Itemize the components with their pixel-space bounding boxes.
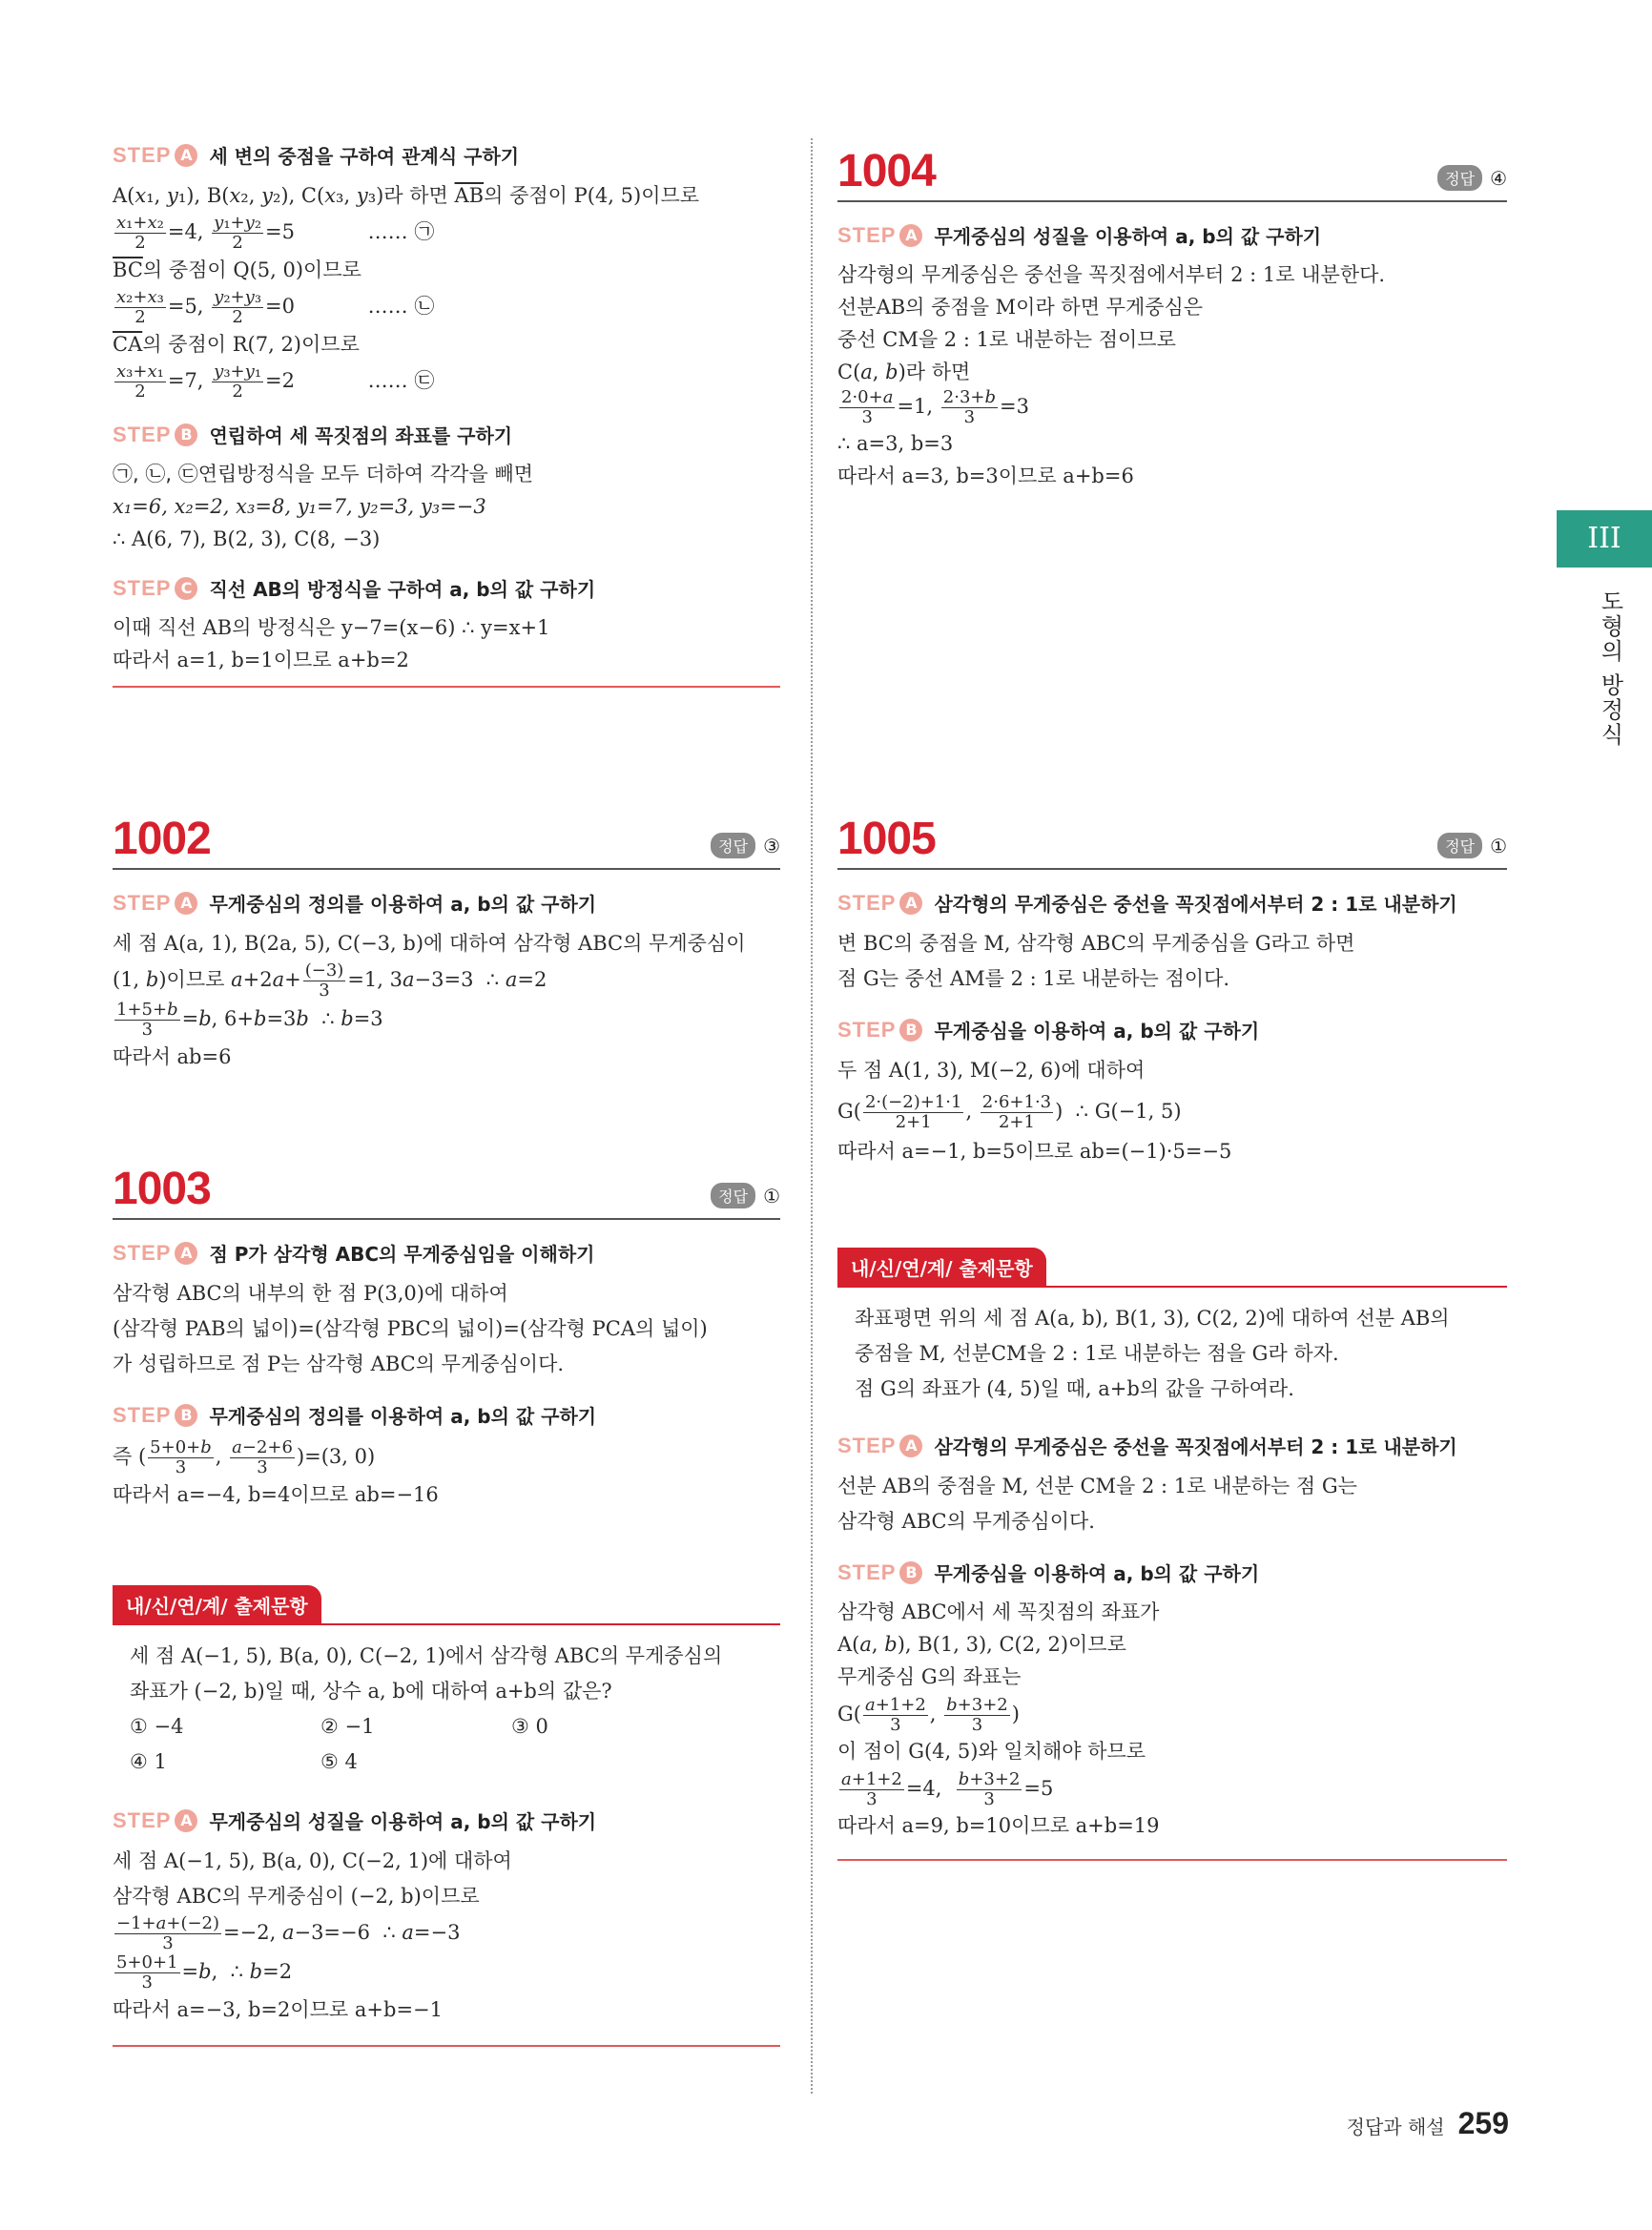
related-header (837, 1248, 1507, 1288)
problem-1002 (113, 809, 780, 1075)
choices-row: ④ 1 ⑤ 4 (130, 1750, 358, 1773)
text-line: 중점을 M, 선분CM을 2 : 1로 내분하는 점을 G라 하자. (855, 1342, 1339, 1365)
text-line: 삼각형 ABC의 내부의 한 점 P(3,0)에 대하여 (113, 1282, 508, 1305)
text-line: 무게중심 G의 좌표는 (837, 1665, 1022, 1688)
related-problem-left (113, 1585, 780, 2047)
choices-row: ① −4 ② −1 ③ 0 (130, 1715, 548, 1738)
text-line: ㉠, ㉡, ㉢연립방정식을 모두 더하여 각각을 빼면 (113, 463, 533, 485)
text-line: 점 G는 중선 AM를 2 : 1로 내분하는 점이다. (837, 967, 1230, 990)
text-line: A(a, b), B(1, 3), C(2, 2)이므로 (837, 1633, 1126, 1656)
step-a-header: STEP A 무게중심의 정의를 이용하여 a, b의 값 구하기 (113, 890, 597, 916)
text-line: 따라서 a=9, b=10이므로 a+b=19 (837, 1814, 1160, 1837)
text-line: 따라서 ab=6 (113, 1045, 232, 1068)
problem-header (837, 809, 1507, 870)
text-line: 가 성립하므로 점 P는 삼각형 ABC의 무게중심이다. (113, 1352, 565, 1375)
step-b-header: STEP B 무게중심을 이용하여 a, b의 값 구하기 (837, 1559, 1260, 1585)
related-header (113, 1585, 780, 1625)
text-line: 삼각형의 무게중심은 중선을 꼭짓점에서부터 2 : 1로 내분한다. (837, 263, 1386, 286)
equation-line: (1, b)이므로 a+2a+ $\frac{(-3)}{3}$ =1, 3a−3=3 ∴ a=2 (113, 960, 547, 1001)
step-b-header: STEP B 연립하여 세 꼭짓점의 좌표를 구하기 (113, 422, 513, 447)
text-line: A(x₁, y₁), B(x₂, y₂), C(x₃, y₃)라 하면 $\overline{AB}$의 중점이 P(4, 5)이므로 (113, 184, 700, 207)
text-line: 이때 직선 AB의 방정식은 y−7=(x−6) ∴ y=x+1 (113, 616, 550, 639)
equation-line: $\frac{1+5+b}{3}$ =b, 6+b=3b ∴ b=3 (116, 1000, 383, 1040)
section-rule (837, 1859, 1507, 1861)
related-badge: 내/신/연/계/ 출제문항 (837, 1248, 1046, 1287)
text-line: 점 G의 좌표가 (4, 5)일 때, a+b의 값을 구하여라. (855, 1377, 1294, 1400)
text-line: ∴ a=3, b=3 (837, 432, 954, 455)
chapter-tab: III (1557, 510, 1652, 568)
text-line: $\overline{CA}$의 중점이 R(7, 2)이므로 (113, 333, 360, 356)
text-line: 따라서 a=−3, b=2이므로 a+b=−1 (113, 1998, 443, 2021)
text-line: 세 점 A(−1, 5), B(a, 0), C(−2, 1)에서 삼각형 ABC의 무게중심의 (130, 1644, 723, 1667)
left-column (113, 0, 780, 2021)
text-line: ∴ A(6, 7), B(2, 3), C(8, −3) (113, 527, 381, 550)
equation-line: $\frac{\text{x₃+x₁}}{2}$ =7, $\frac{\text{y₃+y₁}}{2}$ =2 …… ㉢ (116, 361, 435, 402)
equation-line: 즉 ( $\frac{5+0+b}{3}$ , $\frac{a-2+6}{3}$ )=(3, 0) (113, 1437, 376, 1477)
problem-number: 1005 (837, 814, 936, 864)
text-line: 좌표평면 위의 세 점 A(a, b), B(1, 3), C(2, 2)에 대하여 선분 AB의 (855, 1307, 1450, 1330)
text-line: 이 점이 G(4, 5)와 일치해야 하므로 (837, 1740, 1146, 1763)
step-b-header: STEP B 무게중심을 이용하여 a, b의 값 구하기 (837, 1017, 1260, 1043)
answer-badge: 정답 ③ (711, 833, 780, 858)
problem-number: 1004 (837, 146, 936, 196)
text-line: C(a, b)라 하면 (837, 361, 971, 383)
text-line: 삼각형 ABC의 무게중심이다. (837, 1510, 1095, 1533)
related-question (837, 1288, 1507, 1407)
text-line: 따라서 a=−4, b=4이므로 ab=−16 (113, 1483, 439, 1506)
step-a-header: STEP A 무게중심의 성질을 이용하여 a, b의 값 구하기 (837, 222, 1322, 248)
step-a-header: STEP A 삼각형의 무게중심은 중선을 꼭짓점에서부터 2 : 1로 내분하기 (837, 890, 1457, 916)
equation-line: G( $\frac{2\cdot(-2)+1\cdot 1}{2+1}$ , $\frac{2\cdot 6+1\cdot 3}{2+1}$ ) ∴ G(−1, 5) (837, 1092, 1182, 1132)
problem-number: 1002 (113, 814, 211, 864)
answer-badge: 정답 ① (1437, 833, 1507, 858)
section-rule (113, 2045, 780, 2047)
step-a-header: STEP A 삼각형의 무게중심은 중선을 꼭짓점에서부터 2 : 1로 내분하기 (837, 1433, 1457, 1458)
text-line: 따라서 a=−1, b=5이므로 ab=(−1)·5=−5 (837, 1140, 1232, 1163)
related-question (113, 1625, 780, 1780)
text-line: 따라서 a=1, b=1이므로 a+b=2 (113, 649, 409, 671)
step-a-header: STEP A 점 P가 삼각형 ABC의 무게중심임을 이해하기 (113, 1240, 595, 1266)
equation-line: $\frac{2\cdot 0+a}{3}$ =1, $\frac{2\cdot 3+b}{3}$ =3 (841, 387, 1029, 427)
page-footer (1347, 2106, 1509, 2141)
step-a-header: STEP A 세 변의 중점을 구하여 관계식 구하기 (113, 142, 520, 168)
problem-number: 1003 (113, 1164, 211, 1214)
step-a-header: STEP A 무게중심의 성질을 이용하여 a, b의 값 구하기 (113, 1807, 597, 1833)
text-line: 선분AB의 중점을 M이라 하면 무게중심은 (837, 296, 1204, 319)
problem-header (837, 141, 1507, 202)
answer-badge: 정답 ④ (1437, 165, 1507, 191)
text-line: 세 점 A(−1, 5), B(a, 0), C(−2, 1)에 대하여 (113, 1849, 512, 1872)
problem-1004 (837, 141, 1507, 492)
text-line: 선분 AB의 중점을 M, 선분 CM을 2 : 1로 내분하는 점 G는 (837, 1475, 1357, 1497)
problem-1005 (837, 809, 1507, 1169)
footer-label: 정답과 해설 (1346, 2116, 1445, 2138)
chapter-title: 도형의 방정식 (1597, 589, 1623, 748)
text-line: 세 점 A(a, 1), B(2a, 5), C(−3, b)에 대하여 삼각형 ABC의 무게중심이 (113, 932, 746, 955)
problem-1003 (113, 1159, 780, 1513)
step-c-header: STEP C 직선 AB의 방정식을 구하여 a, b의 값 구하기 (113, 575, 596, 601)
equation-line: $\frac{-1+a+(-2)}{3}$ =−2, a−3=−6 ∴ a=−3 (116, 1913, 461, 1953)
text-line: $\overline{BC}$의 중점이 Q(5, 0)이므로 (113, 258, 361, 281)
problem-1001-solution (113, 141, 780, 688)
text-line: 좌표가 (−2, b)일 때, 상수 a, b에 대하여 a+b의 값은? (130, 1680, 612, 1703)
related-badge: 내/신/연/계/ 출제문항 (113, 1585, 321, 1624)
text-line: 삼각형 ABC의 무게중심이 (−2, b)이므로 (113, 1885, 480, 1908)
step-b-header: STEP B 무게중심의 정의를 이용하여 a, b의 값 구하기 (113, 1402, 597, 1428)
right-column (837, 0, 1507, 1837)
equation-line: $\frac{a+1+2}{3}$ =4, $\frac{b+3+2}{3}$ =5 (841, 1769, 1054, 1809)
text-line: 변 BC의 중점을 M, 삼각형 ABC의 무게중심을 G라고 하면 (837, 932, 1355, 955)
problem-header (113, 1159, 780, 1220)
text-line: 따라서 a=3, b=3이므로 a+b=6 (837, 465, 1134, 487)
equation-line: $\frac{\text{x₂+x₃}}{2}$ =5, $\frac{\text{y₂+y₃}}{2}$ =0 …… ㉡ (116, 287, 435, 327)
problem-header (113, 809, 780, 870)
text-line: x₁=6, x₂=2, x₃=8, y₁=7, y₂=3, y₃=−3 (113, 495, 486, 518)
text-line: (삼각형 PAB의 넓이)=(삼각형 PBC의 넓이)=(삼각형 PCA의 넓이) (113, 1317, 708, 1340)
equation-line: $\frac{\text{x₁+x₂}}{2}$ =4, $\frac{\text{y₁+y₂}}{2}$ =5 …… ㉠ (116, 213, 435, 253)
text-line: 두 점 A(1, 3), M(−2, 6)에 대하여 (837, 1059, 1146, 1082)
answer-badge: 정답 ① (711, 1183, 780, 1208)
equation-line: G( $\frac{a+1+2}{3}$ , $\frac{b+3+2}{3}$ ) (837, 1695, 1020, 1735)
text-line: 삼각형 ABC에서 세 꼭짓점의 좌표가 (837, 1600, 1160, 1623)
column-divider (811, 138, 813, 2094)
text-line: 중선 CM을 2 : 1로 내분하는 점이므로 (837, 328, 1176, 351)
related-problem-right (837, 1248, 1507, 1861)
page-number: 259 (1457, 2106, 1509, 2140)
section-rule (113, 686, 780, 688)
equation-line: $\frac{5+0+1}{3}$ =b, ∴ b=2 (116, 1952, 293, 1993)
